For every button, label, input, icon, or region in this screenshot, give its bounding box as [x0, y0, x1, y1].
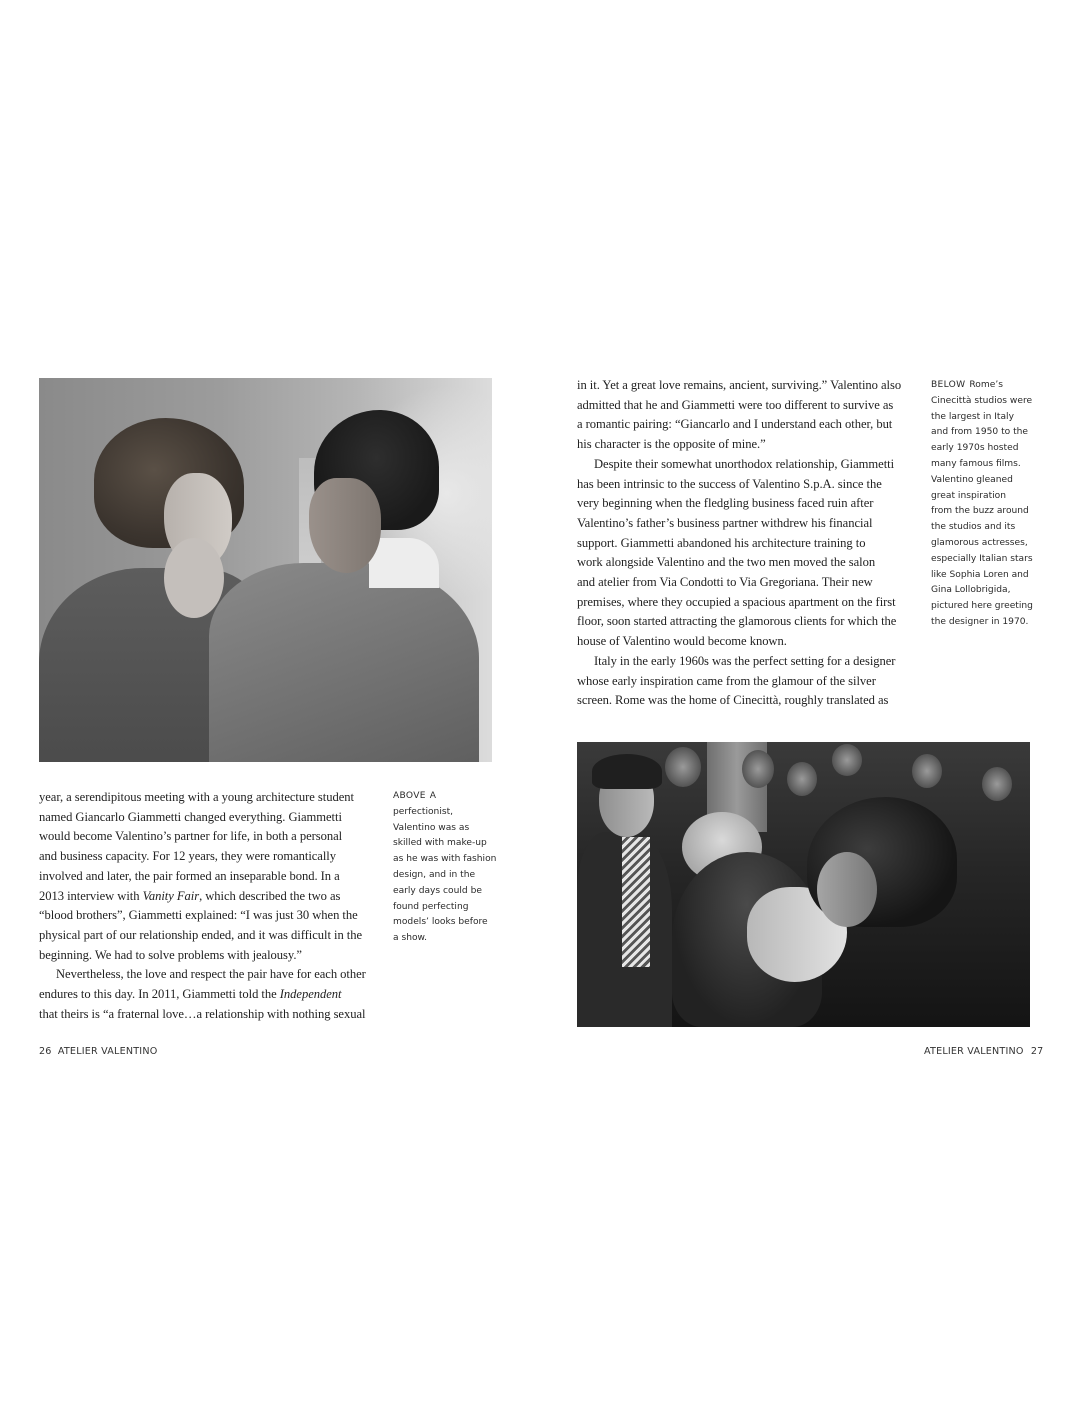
caption-line: Cinecittà studios were	[931, 395, 1033, 406]
body-line: year, a serendipitous meeting with a young architecture student	[39, 790, 354, 804]
body-line: premises, where they occupied a spacious apartment on the first	[577, 594, 896, 609]
body-line	[39, 887, 381, 907]
running-head: ATELIER VALENTINO	[57, 1046, 158, 1057]
body-line: and atelier from Via Condotti to Via Gregoriana. Their new	[577, 575, 873, 590]
publication-title-independent: Independent	[279, 987, 342, 1002]
photo-hand	[164, 538, 224, 618]
caption-line: design, and in the	[393, 869, 476, 880]
body-line: floor, soon started attracting the glamorous clients for which the	[577, 614, 897, 629]
body-line: house of Valentino would become known.	[577, 634, 787, 649]
caption-line	[931, 378, 1041, 394]
body-line: “blood brothers”, Giammetti explained: “I was just 30 when the	[39, 908, 358, 923]
caption-line: as he was with fashion	[393, 854, 497, 865]
body-line: a romantic pairing: “Giancarlo and I understand each other, but	[577, 417, 893, 432]
photo-valentino-sweater	[209, 563, 479, 762]
right-photo-caption	[931, 378, 1041, 631]
body-line: involved and later, the pair formed an inseparable bond. In a	[39, 868, 340, 883]
caption-line: a show.	[393, 933, 428, 944]
caption-line: found perfecting	[393, 901, 469, 912]
body-line-start: 2013 interview with	[39, 888, 143, 903]
body-line	[39, 985, 381, 1005]
left-folio	[39, 1046, 157, 1057]
photo-crowd-face	[787, 762, 817, 796]
body-line: work alongside Valentino and the two men moved the salon	[577, 555, 876, 570]
publication-title-vanity-fair: Vanity Fair	[142, 888, 200, 903]
body-line: would become Valentino’s partner for life, in both a personal	[39, 829, 343, 844]
caption-lead: ABOVE	[393, 791, 426, 801]
body-line: very beginning when the fledgling business faced ruin after	[577, 496, 874, 511]
body-line: in it. Yet a great love remains, ancient, surviving.” Valentino also	[577, 378, 902, 392]
caption-line: many famous films.	[931, 458, 1021, 469]
body-line: has been intrinsic to the success of Valentino S.p.A. since the	[577, 476, 882, 491]
body-line: beginning. We had to solve problems with jealousy.”	[39, 947, 302, 962]
left-body-text	[39, 788, 381, 1024]
caption-text: A	[429, 791, 436, 801]
body-line-start: endures to this day. In 2011, Giammetti told the	[39, 987, 280, 1002]
left-photo-caption	[393, 789, 498, 947]
body-line: support. Giammetti abandoned his architecture training to	[577, 535, 866, 550]
photo-crowd-face	[912, 754, 942, 788]
caption-line: skilled with make-up	[393, 838, 487, 849]
photo-valentino-face	[817, 852, 877, 927]
photo-crowd-face	[742, 750, 774, 788]
caption-line: from the buzz around	[931, 506, 1029, 517]
caption-line: especially Italian stars	[931, 553, 1033, 564]
caption-line: Valentino was as	[393, 822, 470, 833]
body-line: screen. Rome was the home of Cinecittà, roughly translated as	[577, 693, 889, 708]
caption-line: models’ looks before	[393, 917, 488, 928]
caption-line: and from 1950 to the	[931, 427, 1029, 438]
photo-crowd-face	[665, 747, 701, 787]
photo-valentino-face	[309, 478, 381, 573]
caption-line: Gina Lollobrigida,	[931, 585, 1011, 596]
body-line: Italy in the early 1960s was the perfect setting for a designer	[594, 653, 896, 668]
caption-line: early 1970s hosted	[931, 443, 1019, 454]
body-line: that theirs is “a fraternal love…a relationship with nothing sexual	[39, 1006, 366, 1021]
body-line: Valentino’s father’s business partner withdrew his financial	[577, 515, 873, 530]
photo-valentino-makeup	[39, 378, 492, 762]
caption-line: perfectionist,	[393, 806, 454, 817]
right-body-text	[577, 376, 919, 711]
caption-text: Rome’s	[969, 380, 1003, 390]
caption-line: pictured here greeting	[931, 601, 1033, 612]
photo-valentino-collar	[369, 538, 439, 588]
caption-line: Valentino gleaned	[931, 474, 1013, 485]
photo-crowd-face	[832, 744, 862, 776]
body-line: his character is the opposite of mine.”	[577, 437, 766, 452]
caption-line: glamorous actresses,	[931, 537, 1028, 548]
page-number: 26	[39, 1046, 52, 1057]
body-line: named Giancarlo Giammetti changed everything. Giammetti	[39, 809, 342, 824]
body-line-end: , which described the two as	[199, 888, 341, 903]
caption-lead: BELOW	[931, 380, 966, 390]
page-number: 27	[1030, 1046, 1044, 1057]
photo-crowd-face	[982, 767, 1012, 801]
body-line: Despite their somewhat unorthodox relationship, Giammetti	[594, 456, 895, 471]
caption-line: great inspiration	[931, 490, 1006, 501]
photo-man-striped-tie	[622, 837, 650, 967]
caption-line: early days could be	[393, 885, 482, 896]
body-line: and business capacity. For 12 years, they were romantically	[39, 849, 336, 864]
caption-line: the largest in Italy	[931, 411, 1014, 422]
body-line: physical part of our relationship ended, and it was difficult in the	[39, 927, 363, 942]
body-line: admitted that he and Giammetti were too different to survive as	[577, 397, 894, 412]
photo-man-hair	[592, 754, 662, 789]
caption-line: the designer in 1970.	[931, 616, 1029, 627]
caption-line: the studios and its	[931, 522, 1016, 533]
running-head: ATELIER VALENTINO	[924, 1046, 1024, 1057]
caption-line: like Sophia Loren and	[931, 569, 1029, 580]
caption-line	[393, 789, 498, 805]
right-folio	[924, 1046, 1043, 1057]
photo-lollobrigida-valentino	[577, 742, 1030, 1027]
body-line: Nevertheless, the love and respect the pair have for each other	[56, 967, 366, 982]
body-line: whose early inspiration came from the glamour of the silver	[577, 673, 876, 688]
